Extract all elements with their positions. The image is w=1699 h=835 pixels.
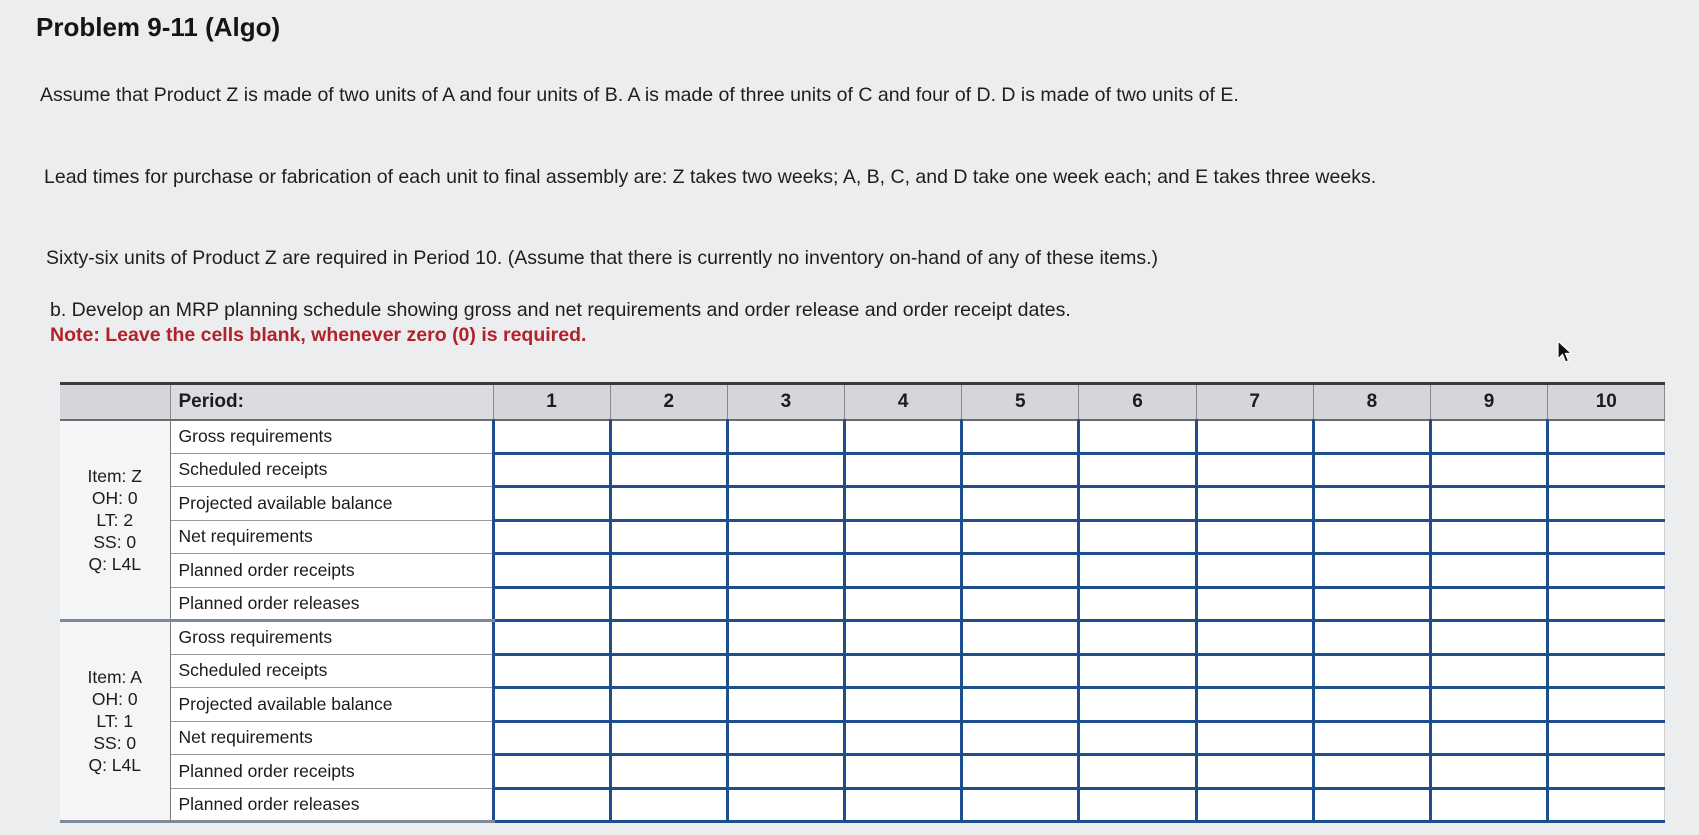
mrp-input-cell[interactable]: [729, 488, 843, 519]
mrp-input-cell[interactable]: [1080, 656, 1194, 687]
mrp-input-cell[interactable]: [846, 689, 960, 720]
mrp-input-cell[interactable]: [1549, 656, 1664, 687]
mrp-input-cell[interactable]: [963, 756, 1077, 787]
mrp-input-cell[interactable]: [1549, 589, 1664, 620]
mrp-input-cell[interactable]: [1315, 790, 1429, 821]
value-cell: [610, 554, 727, 588]
value-cell: [493, 688, 610, 722]
mrp-input-cell[interactable]: [963, 656, 1077, 687]
item-info-0: [60, 420, 170, 621]
mrp-input-cell[interactable]: [846, 723, 960, 754]
mrp-input-cell[interactable]: [846, 756, 960, 787]
value-cell: [1079, 755, 1196, 789]
value-cell: [1079, 654, 1196, 688]
mrp-input-cell[interactable]: [612, 790, 726, 821]
mrp-input-cell[interactable]: [1315, 756, 1429, 787]
value-cell: [1196, 755, 1313, 789]
mrp-input-cell[interactable]: [729, 421, 843, 452]
item-info-line: Item: A: [87, 667, 142, 687]
value-cell: [1313, 554, 1430, 588]
item-info-line: SS: 0: [93, 532, 137, 552]
mrp-input-cell[interactable]: [1315, 723, 1429, 754]
value-cell: [610, 755, 727, 789]
header-period-2: 2: [610, 384, 727, 421]
item-info-line: OH: 0: [91, 488, 138, 508]
mrp-input-cell[interactable]: [1080, 589, 1194, 620]
header-period-3: 3: [727, 384, 844, 421]
mrp-input-cell[interactable]: [846, 522, 960, 553]
mrp-input-cell[interactable]: [1080, 689, 1194, 720]
item-info-line: LT: 2: [96, 510, 134, 530]
value-cell: [1313, 721, 1430, 755]
mrp-input-cell[interactable]: [1198, 622, 1312, 653]
mrp-input-cell[interactable]: [1432, 622, 1546, 653]
mrp-input-cell[interactable]: [495, 622, 609, 653]
header-period-10: 10: [1548, 384, 1665, 421]
mrp-input-cell[interactable]: [729, 689, 843, 720]
value-cell: [727, 721, 844, 755]
value-cell: [1431, 520, 1548, 554]
value-cell: [1431, 554, 1548, 588]
value-cell: [1313, 587, 1430, 621]
value-cell: [1313, 788, 1430, 822]
value-cell: [493, 453, 610, 487]
value-cell: [610, 688, 727, 722]
mrp-input-cell[interactable]: [1198, 689, 1312, 720]
value-cell: [1196, 587, 1313, 621]
mrp-input-cell[interactable]: [729, 723, 843, 754]
mrp-input-cell[interactable]: [1315, 589, 1429, 620]
value-cell: [610, 621, 727, 655]
mrp-input-cell[interactable]: [1432, 589, 1546, 620]
value-cell: [1548, 520, 1665, 554]
value-cell: [610, 587, 727, 621]
value-cell: [727, 688, 844, 722]
mrp-input-cell[interactable]: [1549, 455, 1664, 486]
mrp-input-cell[interactable]: [1080, 555, 1194, 586]
value-cell: [1431, 788, 1548, 822]
mrp-input-cell[interactable]: [846, 790, 960, 821]
value-cell: [493, 654, 610, 688]
value-cell: [845, 554, 962, 588]
value-cell: [1431, 688, 1548, 722]
value-cell: [845, 520, 962, 554]
table-row: [60, 520, 1665, 554]
value-cell: [727, 453, 844, 487]
value-cell: [610, 453, 727, 487]
value-cell: [493, 520, 610, 554]
table-row: [60, 453, 1665, 487]
mrp-input-cell[interactable]: [963, 421, 1077, 452]
value-cell: [1431, 453, 1548, 487]
value-cell: [962, 688, 1079, 722]
mrp-input-cell[interactable]: [963, 455, 1077, 486]
value-cell: [1196, 420, 1313, 453]
mrp-input-cell[interactable]: [495, 656, 609, 687]
mrp-input-cell[interactable]: [1315, 689, 1429, 720]
value-cell: [493, 721, 610, 755]
mrp-input-cell[interactable]: [495, 421, 609, 452]
row-label: Scheduled receipts: [170, 453, 493, 487]
value-cell: [727, 554, 844, 588]
mrp-input-cell[interactable]: [846, 589, 960, 620]
mrp-input-cell[interactable]: [1549, 522, 1664, 553]
mrp-input-cell[interactable]: [1315, 488, 1429, 519]
value-cell: [1313, 453, 1430, 487]
value-cell: [845, 654, 962, 688]
value-cell: [845, 487, 962, 521]
mrp-input-cell[interactable]: [963, 555, 1077, 586]
value-cell: [962, 721, 1079, 755]
value-cell: [1431, 420, 1548, 453]
value-cell: [845, 688, 962, 722]
header-period-label: Period:: [170, 384, 493, 421]
value-cell: [493, 420, 610, 453]
value-cell: [1548, 587, 1665, 621]
item-info-line: Q: L4L: [88, 755, 142, 775]
mrp-input-cell[interactable]: [495, 522, 609, 553]
mrp-input-cell[interactable]: [1080, 421, 1194, 452]
value-cell: [727, 487, 844, 521]
mrp-input-cell[interactable]: [612, 589, 726, 620]
value-cell: [845, 420, 962, 453]
table-row: [60, 654, 1665, 688]
value-cell: [1431, 621, 1548, 655]
value-cell: [962, 755, 1079, 789]
mrp-input-cell[interactable]: [495, 488, 609, 519]
value-cell: [1548, 453, 1665, 487]
mrp-input-cell[interactable]: [1549, 689, 1664, 720]
item-info-line: SS: 0: [93, 733, 137, 753]
table-header-row: [60, 384, 1665, 421]
value-cell: [727, 788, 844, 822]
mrp-input-cell[interactable]: [1432, 723, 1546, 754]
mouse-pointer-icon: [1556, 340, 1574, 369]
mrp-input-cell[interactable]: [963, 723, 1077, 754]
value-cell: [1548, 788, 1665, 822]
value-cell: [1196, 688, 1313, 722]
value-cell: [1079, 688, 1196, 722]
header-period-1: 1: [493, 384, 610, 421]
row-label: Planned order receipts: [170, 554, 493, 588]
mrp-input-cell[interactable]: [1432, 790, 1546, 821]
table-row: [60, 788, 1665, 822]
mrp-input-cell[interactable]: [612, 723, 726, 754]
value-cell: [1548, 721, 1665, 755]
mrp-input-cell[interactable]: [963, 589, 1077, 620]
value-cell: [727, 587, 844, 621]
value-cell: [1079, 788, 1196, 822]
page-title: Problem 9-11 (Algo): [36, 12, 281, 42]
mrp-input-cell[interactable]: [495, 555, 609, 586]
mrp-input-cell[interactable]: [963, 790, 1077, 821]
mrp-input-cell[interactable]: [846, 555, 960, 586]
value-cell: [1079, 621, 1196, 655]
mrp-input-cell[interactable]: [495, 455, 609, 486]
value-cell: [493, 788, 610, 822]
value-cell: [845, 587, 962, 621]
mrp-input-cell[interactable]: [1432, 522, 1546, 553]
mrp-input-cell[interactable]: [1432, 689, 1546, 720]
mrp-input-cell[interactable]: [612, 488, 726, 519]
mrp-input-cell[interactable]: [1198, 455, 1312, 486]
value-cell: [1431, 487, 1548, 521]
mrp-input-cell[interactable]: [963, 622, 1077, 653]
problem-paragraph-lead-times: Lead times for purchase or fabrication of each unit to final assembly are: Z takes two weeks; A, B, C, and D take one week each; and E takes three weeks.: [44, 166, 1377, 188]
row-label: Gross requirements: [170, 420, 493, 453]
value-cell: [493, 755, 610, 789]
header-period-4: 4: [845, 384, 962, 421]
value-cell: [727, 654, 844, 688]
value-cell: [727, 420, 844, 453]
row-label: Net requirements: [170, 520, 493, 554]
row-label: Gross requirements: [170, 621, 493, 655]
value-cell: [1548, 755, 1665, 789]
item-info-line: LT: 1: [96, 711, 134, 731]
mrp-input-cell[interactable]: [1080, 455, 1194, 486]
value-cell: [962, 420, 1079, 453]
mrp-input-cell[interactable]: [729, 522, 843, 553]
mrp-input-cell[interactable]: [1198, 656, 1312, 687]
mrp-input-cell[interactable]: [612, 622, 726, 653]
header-period-6: 6: [1079, 384, 1196, 421]
header-period-9: 9: [1431, 384, 1548, 421]
row-label: Planned order releases: [170, 788, 493, 822]
mrp-input-cell[interactable]: [1549, 488, 1664, 519]
value-cell: [493, 587, 610, 621]
value-cell: [962, 621, 1079, 655]
mrp-input-cell[interactable]: [846, 656, 960, 687]
item-info-line: OH: 0: [91, 689, 138, 709]
mrp-input-cell[interactable]: [729, 589, 843, 620]
mrp-input-cell[interactable]: [1549, 421, 1664, 452]
mrp-input-cell[interactable]: [846, 455, 960, 486]
mrp-input-cell[interactable]: [729, 756, 843, 787]
value-cell: [1313, 755, 1430, 789]
value-cell: [1431, 587, 1548, 621]
value-cell: [1313, 520, 1430, 554]
problem-paragraph-bom: Assume that Product Z is made of two units of A and four units of B. A is made of three units of C and four of D. D is made of two units of E.: [40, 84, 1239, 106]
mrp-input-cell[interactable]: [1549, 555, 1664, 586]
mrp-input-cell[interactable]: [1432, 656, 1546, 687]
mrp-input-cell[interactable]: [1198, 421, 1312, 452]
item-info-1: [60, 621, 170, 822]
mrp-input-cell[interactable]: [1315, 455, 1429, 486]
value-cell: [1079, 487, 1196, 521]
value-cell: [610, 420, 727, 453]
value-cell: [1548, 554, 1665, 588]
value-cell: [845, 721, 962, 755]
value-cell: [1196, 487, 1313, 521]
value-cell: [962, 654, 1079, 688]
table-row: [60, 621, 1665, 655]
value-cell: [493, 554, 610, 588]
mrp-input-cell[interactable]: [729, 790, 843, 821]
table-row: [60, 755, 1665, 789]
mrp-input-cell[interactable]: [1198, 589, 1312, 620]
mrp-input-cell[interactable]: [846, 622, 960, 653]
mrp-input-cell[interactable]: [1432, 421, 1546, 452]
value-cell: [1196, 654, 1313, 688]
problem-paragraph-demand: Sixty-six units of Product Z are required in Period 10. (Assume that there is currently no inventory on-hand of any of these items.): [46, 247, 1159, 269]
value-cell: [610, 520, 727, 554]
mrp-input-cell[interactable]: [1315, 622, 1429, 653]
mrp-input-cell[interactable]: [612, 689, 726, 720]
mrp-input-cell[interactable]: [1080, 522, 1194, 553]
mrp-input-cell[interactable]: [1432, 488, 1546, 519]
value-cell: [610, 487, 727, 521]
value-cell: [962, 453, 1079, 487]
value-cell: [962, 520, 1079, 554]
mrp-input-cell[interactable]: [612, 421, 726, 452]
value-cell: [1079, 554, 1196, 588]
value-cell: [1548, 420, 1665, 453]
value-cell: [1196, 554, 1313, 588]
mrp-input-cell[interactable]: [729, 455, 843, 486]
value-cell: [1431, 654, 1548, 688]
instruction-note: Note: Leave the cells blank, whenever zero (0) is required.: [50, 324, 587, 346]
mrp-input-cell[interactable]: [729, 656, 843, 687]
row-label: Net requirements: [170, 721, 493, 755]
mrp-input-cell[interactable]: [1198, 488, 1312, 519]
mrp-input-cell[interactable]: [1549, 622, 1664, 653]
value-cell: [1548, 688, 1665, 722]
table-row: [60, 420, 1665, 453]
value-cell: [1313, 621, 1430, 655]
mrp-input-cell[interactable]: [963, 488, 1077, 519]
value-cell: [845, 755, 962, 789]
value-cell: [1313, 688, 1430, 722]
value-cell: [845, 621, 962, 655]
mrp-schedule-table: [60, 382, 1665, 823]
value-cell: [1196, 520, 1313, 554]
value-cell: [1431, 755, 1548, 789]
mrp-input-cell[interactable]: [612, 756, 726, 787]
mrp-input-cell[interactable]: [1198, 756, 1312, 787]
table-row: [60, 688, 1665, 722]
mrp-input-cell[interactable]: [963, 522, 1077, 553]
table-row: [60, 721, 1665, 755]
table-row: [60, 587, 1665, 621]
value-cell: [1079, 721, 1196, 755]
mrp-input-cell[interactable]: [1198, 723, 1312, 754]
mrp-input-cell[interactable]: [612, 656, 726, 687]
mrp-input-cell[interactable]: [963, 689, 1077, 720]
header-period-8: 8: [1313, 384, 1430, 421]
row-label: Projected available balance: [170, 688, 493, 722]
value-cell: [727, 621, 844, 655]
table-row: [60, 554, 1665, 588]
value-cell: [1079, 520, 1196, 554]
mrp-input-cell[interactable]: [1080, 723, 1194, 754]
value-cell: [962, 788, 1079, 822]
value-cell: [962, 487, 1079, 521]
row-label: Planned order receipts: [170, 755, 493, 789]
mrp-input-cell[interactable]: [1432, 555, 1546, 586]
mrp-input-cell[interactable]: [612, 455, 726, 486]
value-cell: [1196, 721, 1313, 755]
header-item-column: [60, 384, 170, 421]
mrp-input-cell[interactable]: [1432, 756, 1546, 787]
mrp-input-cell[interactable]: [1198, 790, 1312, 821]
question-part-b: b. Develop an MRP planning schedule showing gross and net requirements and order release and order receipt dates.: [50, 299, 1071, 321]
mrp-input-cell[interactable]: [495, 689, 609, 720]
mrp-input-cell[interactable]: [846, 421, 960, 452]
mrp-input-cell[interactable]: [1549, 756, 1664, 787]
mrp-input-cell[interactable]: [1080, 790, 1194, 821]
mrp-input-cell[interactable]: [1080, 622, 1194, 653]
value-cell: [610, 788, 727, 822]
value-cell: [1431, 721, 1548, 755]
header-period-7: 7: [1196, 384, 1313, 421]
item-info-line: Item: Z: [87, 466, 142, 486]
value-cell: [1548, 487, 1665, 521]
mrp-input-cell[interactable]: [495, 589, 609, 620]
mrp-input-cell[interactable]: [612, 555, 726, 586]
value-cell: [1548, 621, 1665, 655]
row-label: Projected available balance: [170, 487, 493, 521]
mrp-input-cell[interactable]: [495, 756, 609, 787]
mrp-input-cell[interactable]: [1080, 488, 1194, 519]
mrp-input-cell[interactable]: [1315, 522, 1429, 553]
row-label: Planned order releases: [170, 587, 493, 621]
mrp-input-cell[interactable]: [495, 723, 609, 754]
value-cell: [1196, 453, 1313, 487]
value-cell: [1313, 654, 1430, 688]
value-cell: [1079, 587, 1196, 621]
mrp-input-cell[interactable]: [729, 555, 843, 586]
value-cell: [493, 487, 610, 521]
mrp-input-cell[interactable]: [1549, 790, 1664, 821]
value-cell: [1079, 420, 1196, 453]
value-cell: [1196, 788, 1313, 822]
value-cell: [610, 654, 727, 688]
mrp-input-cell[interactable]: [495, 790, 609, 821]
row-label: Scheduled receipts: [170, 654, 493, 688]
mrp-input-cell[interactable]: [1315, 656, 1429, 687]
value-cell: [845, 453, 962, 487]
mrp-input-cell[interactable]: [1432, 455, 1546, 486]
mrp-input-cell[interactable]: [846, 488, 960, 519]
mrp-input-cell[interactable]: [1315, 555, 1429, 586]
table-row: [60, 487, 1665, 521]
value-cell: [1313, 487, 1430, 521]
mrp-input-cell[interactable]: [1198, 555, 1312, 586]
mrp-input-cell[interactable]: [1080, 756, 1194, 787]
mrp-input-cell[interactable]: [1315, 421, 1429, 452]
value-cell: [493, 621, 610, 655]
mrp-input-cell[interactable]: [1549, 723, 1664, 754]
value-cell: [1079, 453, 1196, 487]
item-info-line: Q: L4L: [88, 554, 142, 574]
mrp-input-cell[interactable]: [612, 522, 726, 553]
value-cell: [962, 587, 1079, 621]
mrp-input-cell[interactable]: [1198, 522, 1312, 553]
value-cell: [962, 554, 1079, 588]
value-cell: [727, 520, 844, 554]
value-cell: [1196, 621, 1313, 655]
value-cell: [610, 721, 727, 755]
mrp-input-cell[interactable]: [729, 622, 843, 653]
value-cell: [845, 788, 962, 822]
header-period-5: 5: [962, 384, 1079, 421]
value-cell: [1548, 654, 1665, 688]
value-cell: [727, 755, 844, 789]
value-cell: [1313, 420, 1430, 453]
